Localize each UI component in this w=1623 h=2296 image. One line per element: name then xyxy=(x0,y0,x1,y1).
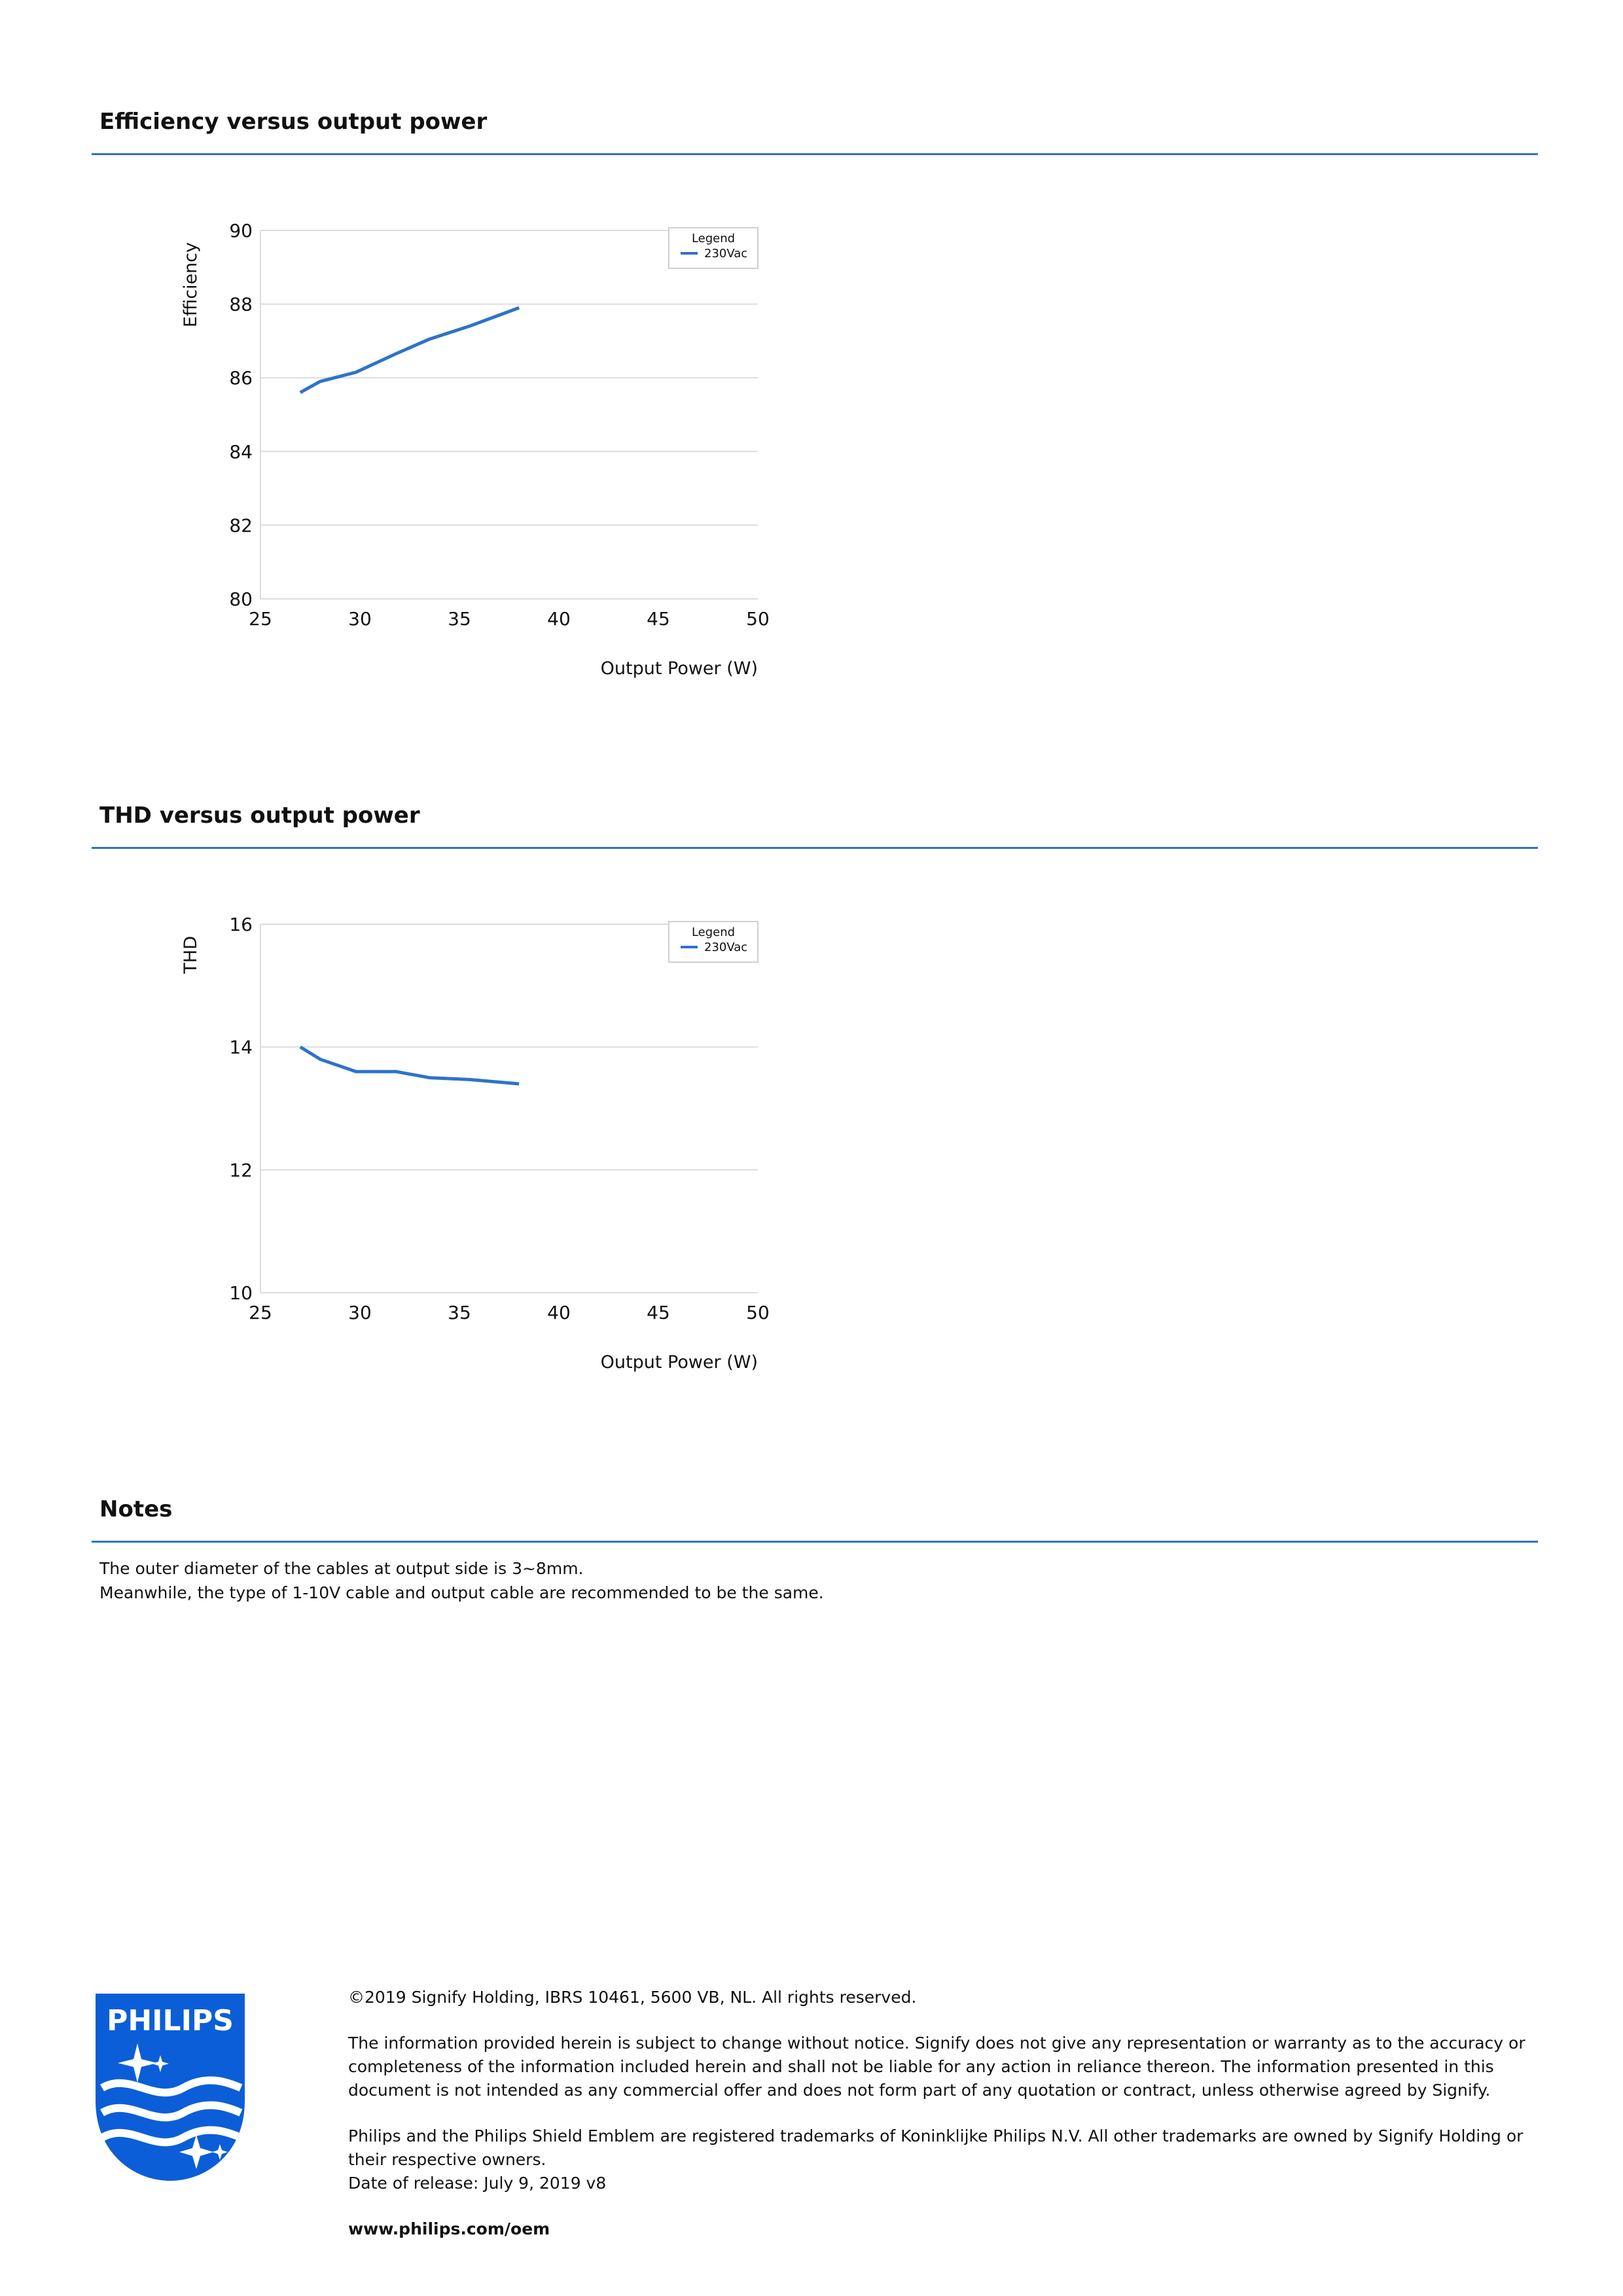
y-tick-label: 86 xyxy=(229,367,253,389)
x-tick-label: 35 xyxy=(448,608,471,630)
efficiency-chart xyxy=(157,209,812,785)
series-line-230vac xyxy=(300,308,519,392)
efficiency-section-rule xyxy=(92,153,1538,155)
philips-shield-logo xyxy=(92,1990,249,2186)
x-tick-label: 50 xyxy=(746,608,770,630)
footer-copyright: ©2019 Signify Holding, IBRS 10461, 5600 VB, NL. All rights reserved. xyxy=(348,1988,917,2007)
legend-entry: 230Vac xyxy=(704,247,748,260)
y-tick-label: 88 xyxy=(229,293,253,315)
y-tick-label: 82 xyxy=(229,514,253,537)
note-line-2: Meanwhile, the type of 1-10V cable and output cable are recommended to be the same. xyxy=(99,1583,824,1602)
thd-section-title: THD versus output power xyxy=(99,802,420,829)
y-tick-label: 10 xyxy=(229,1282,253,1304)
x-axis-label: Output Power (W) xyxy=(600,658,758,679)
x-tick-label: 25 xyxy=(249,1302,272,1323)
y-axis-label: THD xyxy=(181,936,201,974)
x-tick-label: 35 xyxy=(448,1302,471,1323)
thd-section-rule xyxy=(92,847,1538,849)
y-tick-label: 14 xyxy=(229,1036,253,1058)
x-tick-label: 40 xyxy=(547,608,571,630)
y-tick-label: 84 xyxy=(229,440,253,463)
footer-disclaimer: The information provided herein is subject to change without notice. Signify does not give any representation or warranty as to the accuracy or completeness of the information included herein and shall not be liable for any action in reliance thereon. The information presented in this document is not intended as any commercial offer and does not form part of any quotation or contract, unless otherwise agreed by Signify. xyxy=(348,2034,1525,2100)
x-tick-label: 25 xyxy=(249,608,272,630)
x-axis-label: Output Power (W) xyxy=(600,1352,758,1372)
x-tick-label: 45 xyxy=(647,608,670,630)
note-line-1: The outer diameter of the cables at output side is 3~8mm. xyxy=(99,1559,584,1578)
efficiency-section-title: Efficiency versus output power xyxy=(99,109,488,135)
y-tick-label: 90 xyxy=(229,220,253,242)
legend-title: Legend xyxy=(691,925,736,939)
thd-chart xyxy=(157,903,812,1479)
footer-legal xyxy=(348,1986,1533,2241)
series-line-230vac xyxy=(300,1047,519,1084)
footer-trademarks: Philips and the Philips Shield Emblem are registered trademarks of Koninklijke Philips N.V. All other trademarks are owned by Signify Holding or their respective owners. xyxy=(348,2126,1524,2169)
y-tick-label: 12 xyxy=(229,1159,253,1181)
y-tick-label: 80 xyxy=(229,588,253,610)
footer-release-date: Date of release: July 9, 2019 v8 xyxy=(348,2174,607,2193)
x-tick-label: 40 xyxy=(547,1302,571,1323)
x-tick-label: 50 xyxy=(746,1302,770,1323)
y-tick-label: 16 xyxy=(229,914,253,935)
notes-body xyxy=(99,1556,824,1605)
footer-url-link[interactable]: www.philips.com/oem xyxy=(348,2219,550,2238)
legend-entry: 230Vac xyxy=(704,941,748,954)
legend-title: Legend xyxy=(691,232,736,245)
notes-section-title: Notes xyxy=(99,1496,173,1522)
y-axis-label: Efficiency xyxy=(181,242,201,328)
x-tick-label: 45 xyxy=(647,1302,670,1323)
philips-logo-wordmark: PHILIPS xyxy=(107,2004,234,2037)
x-tick-label: 30 xyxy=(348,1302,372,1323)
x-tick-label: 30 xyxy=(348,608,372,630)
notes-section-rule xyxy=(92,1541,1538,1543)
